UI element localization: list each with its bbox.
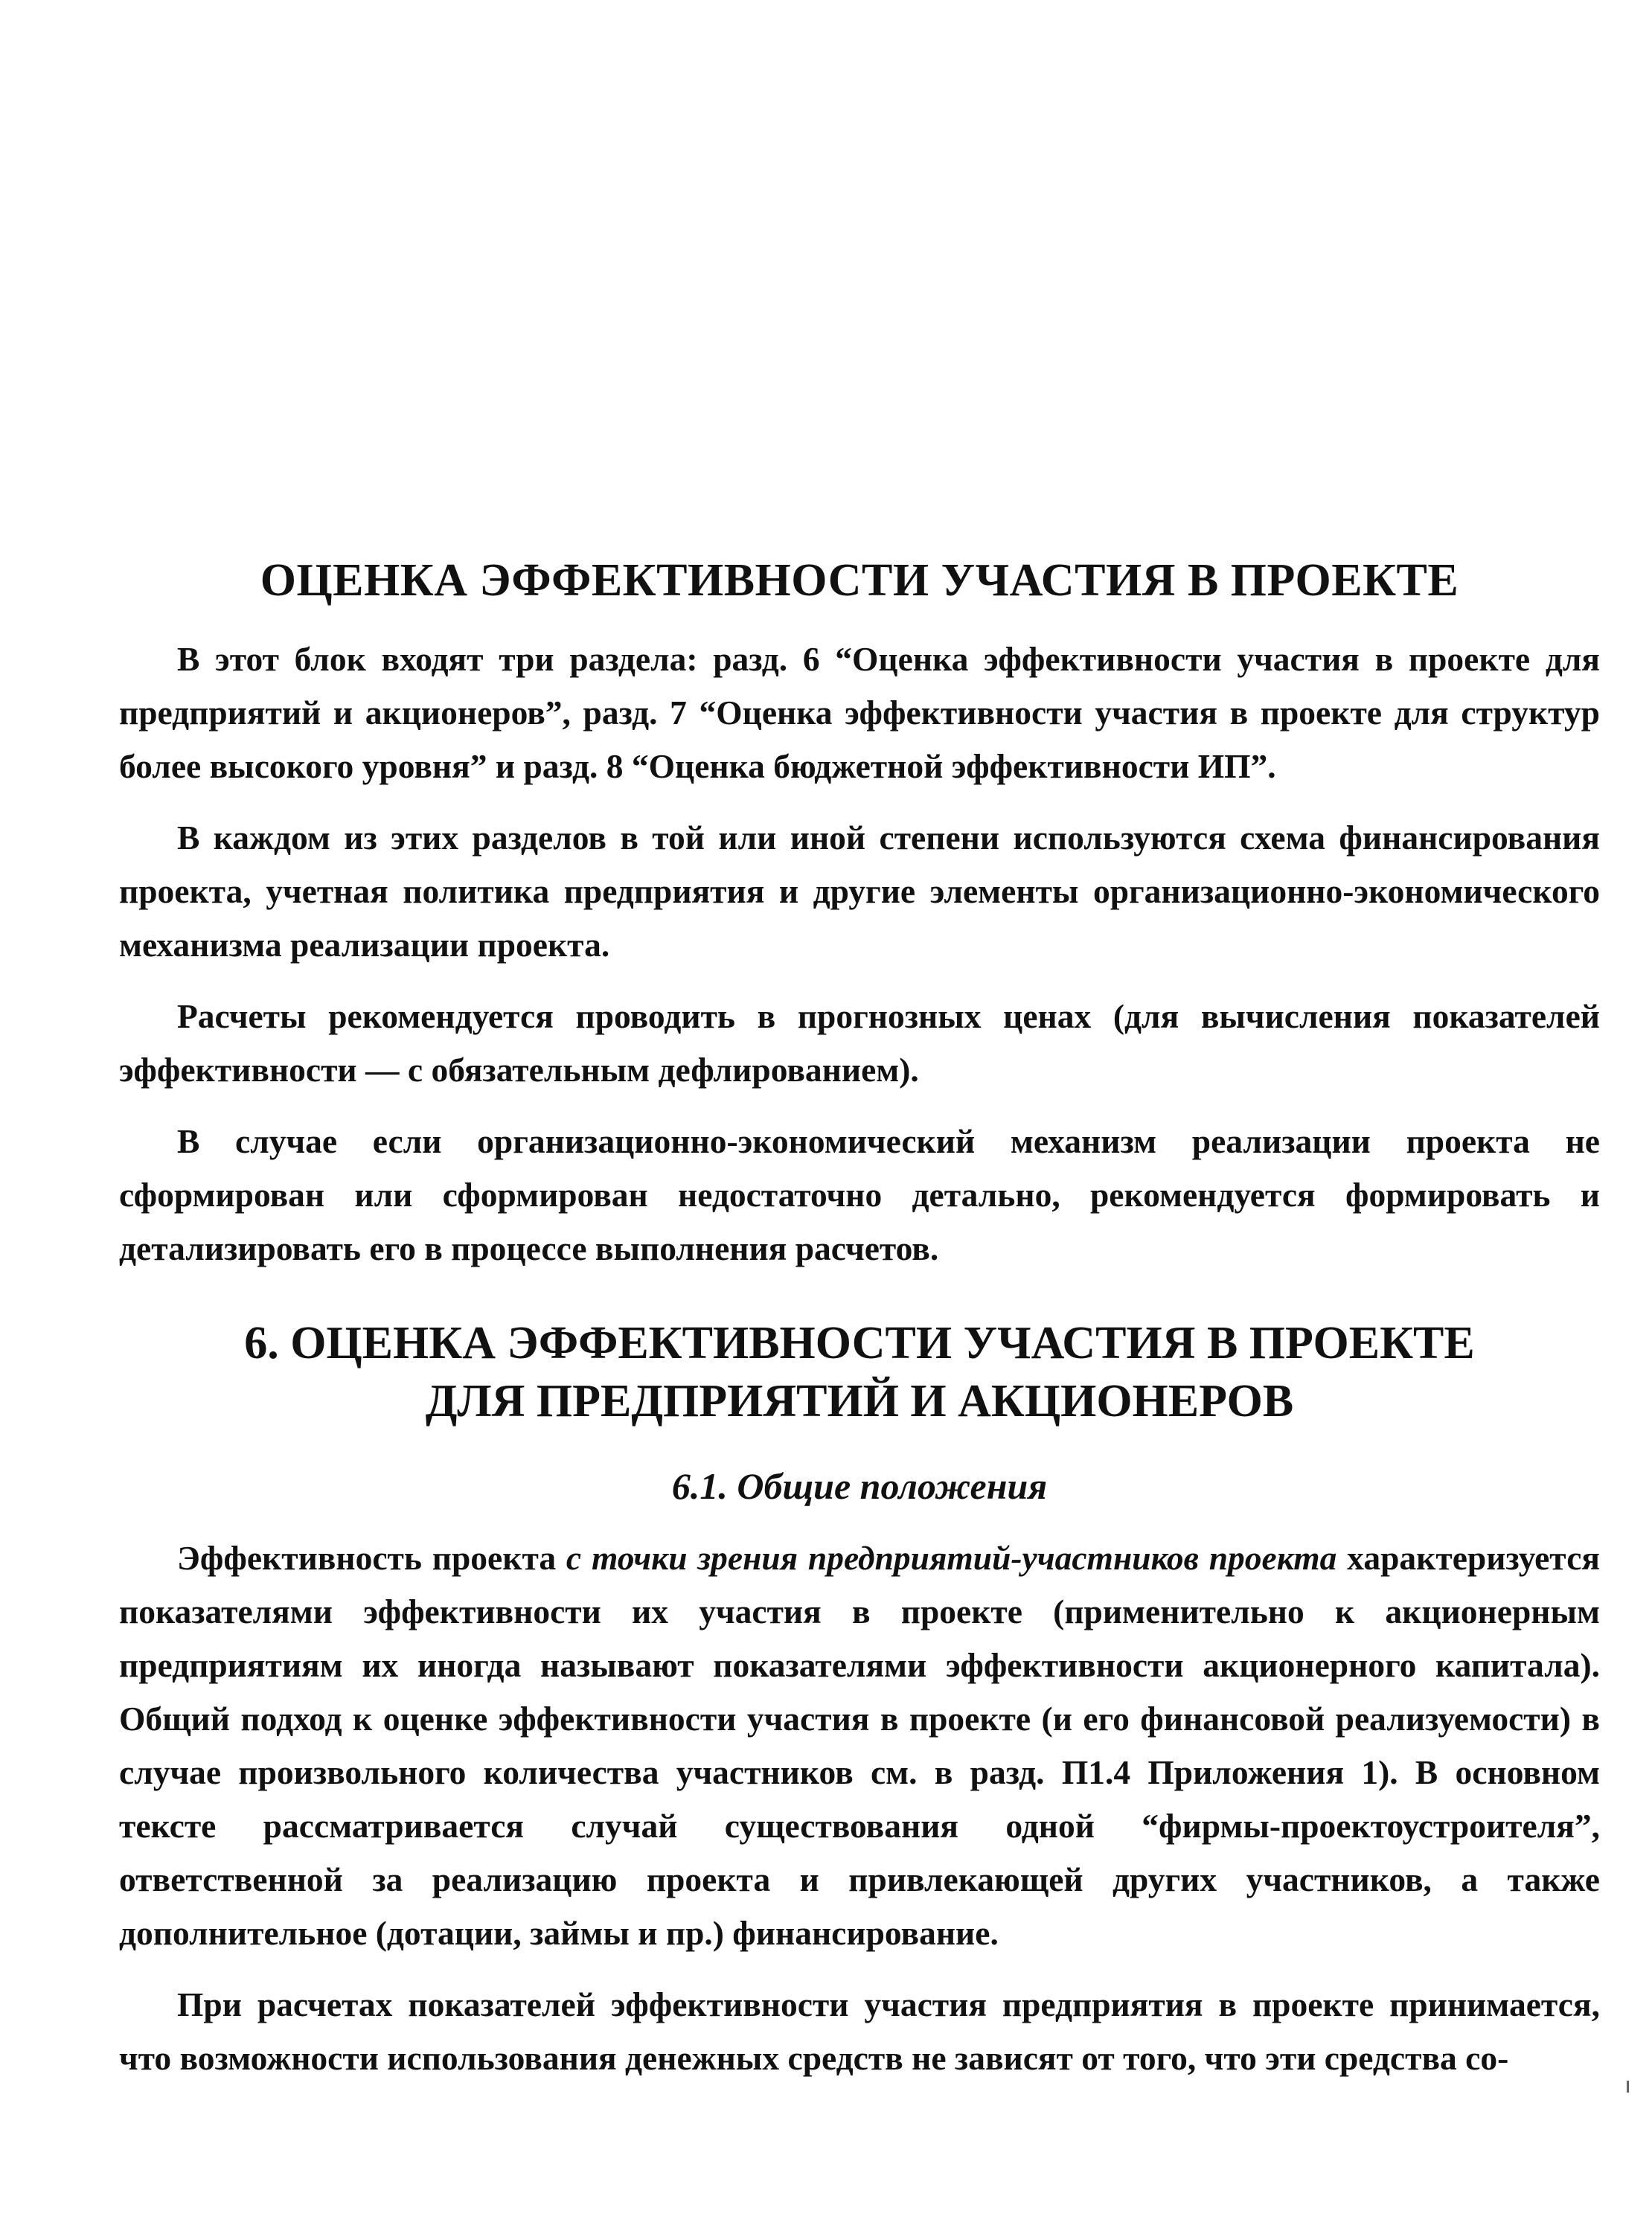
- body-paragraph-1-start: Эффективность проекта: [177, 1539, 566, 1577]
- body-paragraph-2: При расчетах показателей эффективности участия предприятия в проекте принимается, что возможности использования денежных средств не зависят от того, что эти средства со-: [119, 1985, 1600, 2077]
- scan-edge-mark: [1627, 2081, 1629, 2093]
- intro-paragraph-1: В этот блок входят три раздела: разд. 6 “Оценка эффективности участия в проекте для предприятий и акционеров”, разд. 7 “Оценка эффективности участия в проекте для структур более высокого уровня” и разд. 8 “Оценка бюджетной эффективности ИП”.: [119, 640, 1600, 785]
- intro-paragraph-2: В каждом из этих разделов в той или иной степени используются схема финансирования проекта, учетная политика предприятия и другие элементы организационно-экономического механизма реализации проекта.: [119, 819, 1600, 964]
- intro-paragraph-4: В случае если организационно-экономический механизм реализации проекта не сформирован или сформирован недостаточно детально, рекомендуется формировать и детализировать его в процессе выполнения расчетов.: [119, 1122, 1600, 1267]
- body-paragraph-1: [119, 1531, 1600, 1960]
- section-title-line-1: 6. ОЦЕНКА ЭФФЕКТИВНОСТИ УЧАСТИЯ В ПРОЕКТЕ: [244, 1318, 1475, 1369]
- section-heading: [119, 1314, 1600, 1430]
- section-title-line-2: ДЛЯ ПРЕДПРИЯТИЙ И АКЦИОНЕРОВ: [425, 1376, 1294, 1427]
- body-paragraph-1-emphasis: с точки зрения предприятий-участников проекта: [566, 1539, 1337, 1577]
- subsection-title: 6.1. Общие положения: [671, 1465, 1048, 1507]
- intro-paragraph-3: Расчеты рекомендуется проводить в прогнозных ценах (для вычисления показателей эффективности — с обязательным дефлированием).: [119, 997, 1600, 1089]
- body-paragraph-1-rest: характеризуется показателями эффективности их участия в проекте (применительно к акционерным предприятиям их иногда называют показателями эффективности акционерного капитала). Общий подход к оценке эффективности участия в проекте (и его финансовой реализуемости) в случае произвольного количества участников см. в разд. П1.4 Приложения 1). В основном тексте рассматривается случай существования одной “фирмы-проектоустроителя”, ответственной за реализацию проекта и привлекающей других участников, а также дополнительное (дотации, займы и пр.) финансирование.: [119, 1539, 1601, 1952]
- block-heading: ОЦЕНКА ЭФФЕКТИВНОСТИ УЧАСТИЯ В ПРОЕКТЕ: [260, 555, 1459, 606]
- document-page: [119, 551, 1600, 2103]
